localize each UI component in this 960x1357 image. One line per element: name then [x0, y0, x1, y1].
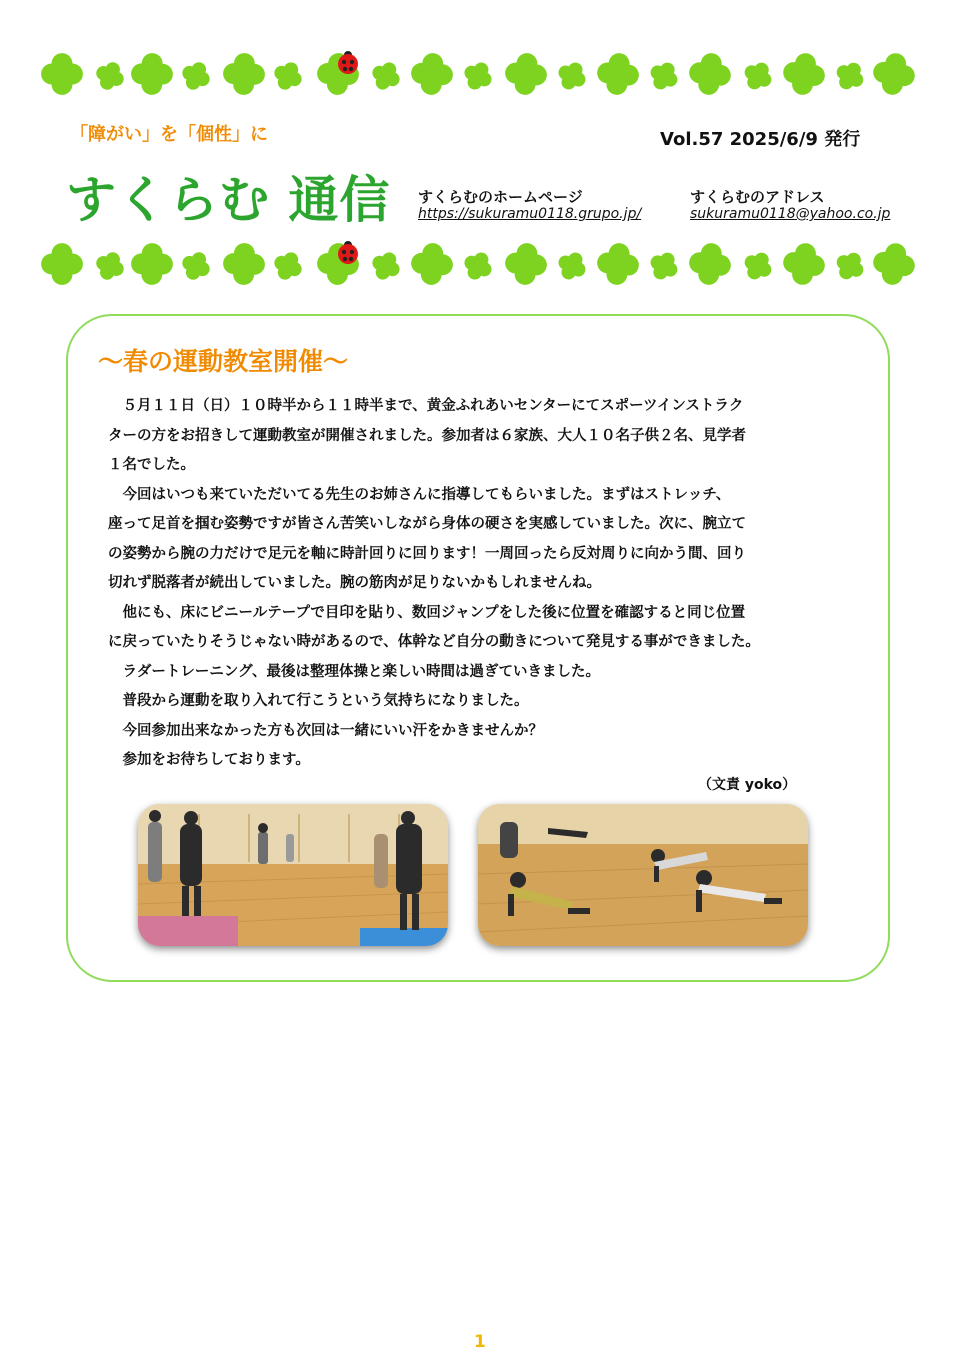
clover-icon	[645, 247, 684, 286]
volume-date: Vol.57 2025/6/9 発行	[660, 129, 861, 150]
clover-icon	[830, 246, 869, 285]
homepage-link[interactable]: https://sukuramu0118.grupo.jp/	[418, 206, 642, 222]
clover-icon	[830, 56, 869, 95]
article-line: 普段から運動を取り入れて行こうという気持ちになりました。	[122, 693, 529, 709]
email-link[interactable]: sukuramu0118@yahoo.co.jp	[690, 206, 891, 222]
clover-icon	[780, 240, 827, 287]
clover-icon	[91, 247, 129, 285]
article-line: ターの方をお招きして運動教室が開催されました。参加者は６家族、大人１０名子供２名、見学者	[108, 427, 746, 444]
clover-icon	[459, 57, 497, 95]
clover-icon	[410, 242, 455, 287]
clover-border-bottom	[38, 240, 918, 288]
address-label: すくらむのアドレス	[690, 188, 825, 206]
clover-icon	[177, 57, 215, 95]
clover-icon	[553, 247, 592, 286]
clover-icon	[553, 57, 592, 96]
gym-stretching-photo	[138, 804, 448, 946]
clover-icon	[367, 57, 405, 95]
clover-icon	[177, 247, 215, 285]
clover-icon	[645, 57, 684, 96]
page-number: 1	[474, 1332, 486, 1352]
article-line: 今回はいつも来ていただいてる先生のお姉さんに指導してもらいました。まずはストレッチ、	[122, 486, 731, 503]
article-title: ～春の運動教室開催～	[98, 347, 349, 376]
article-body	[108, 392, 838, 776]
article-line: ラダートレーニング、最後は整理体操と楽しい時間は過ぎていきました。	[122, 663, 600, 680]
article-line: １名でした。	[108, 457, 195, 473]
clover-icon	[687, 51, 734, 98]
clover-icon	[131, 243, 174, 286]
article-line: ５月１１日（日）１０時半から１１時半まで、黄金ふれあいセンターにてスポーツインストラク	[122, 398, 744, 414]
clover-icon	[687, 241, 734, 288]
gym-pushup-photo	[478, 804, 808, 946]
article-line: に戻っていたりそうじゃない時があるので、体幹など自分の動きについて発見する事ができました。	[108, 634, 760, 650]
clover-icon	[269, 247, 307, 285]
clover-icon	[410, 52, 455, 97]
newsletter-title: すくらむ 通信	[66, 171, 391, 229]
clover-icon	[131, 53, 174, 96]
clover-icon	[222, 242, 265, 285]
clover-icon	[41, 53, 83, 95]
article-line: 今回参加出来なかった方も次回は一緒にいい汗をかきませんか？	[122, 722, 543, 739]
clover-icon	[738, 246, 777, 285]
clover-border-top	[38, 50, 918, 98]
clover-icon	[738, 56, 777, 95]
clover-icon	[503, 51, 548, 96]
homepage-label: すくらむのホームページ	[418, 188, 583, 206]
clover-icon	[595, 51, 641, 97]
clover-icon	[780, 50, 827, 97]
clover-icon	[459, 247, 497, 285]
clover-icon	[595, 241, 641, 287]
tagline: 「障がい」を「個性」に	[70, 124, 268, 145]
clover-icon	[269, 57, 307, 95]
clover-icon	[222, 52, 265, 95]
clover-icon	[870, 50, 918, 98]
clover-icon	[503, 241, 548, 286]
article-line: の姿勢から腕の力だけで足元を軸に時計回りに回ります！一周回ったら反対周りに向かう間、回り	[108, 545, 746, 562]
article-line: 他にも、床にビニールテープで目印を貼り、数回ジャンプをした後に位置を確認すると同じ位置	[122, 604, 746, 621]
clover-icon	[367, 247, 405, 285]
article-line: 座って足首を掴む姿勢ですが皆さん苦笑いしながら身体の硬さを実感していました。次に、腕立て	[108, 516, 746, 532]
clover-icon	[41, 243, 83, 285]
byline: （文責 yoko）	[698, 777, 797, 793]
article-line: 切れず脱落者が続出していました。腕の筋肉が足りないかもしれませんね。	[108, 575, 601, 591]
clover-icon	[870, 240, 918, 288]
clover-icon	[91, 57, 129, 95]
article-line: 参加をお待ちしております。	[122, 752, 310, 768]
